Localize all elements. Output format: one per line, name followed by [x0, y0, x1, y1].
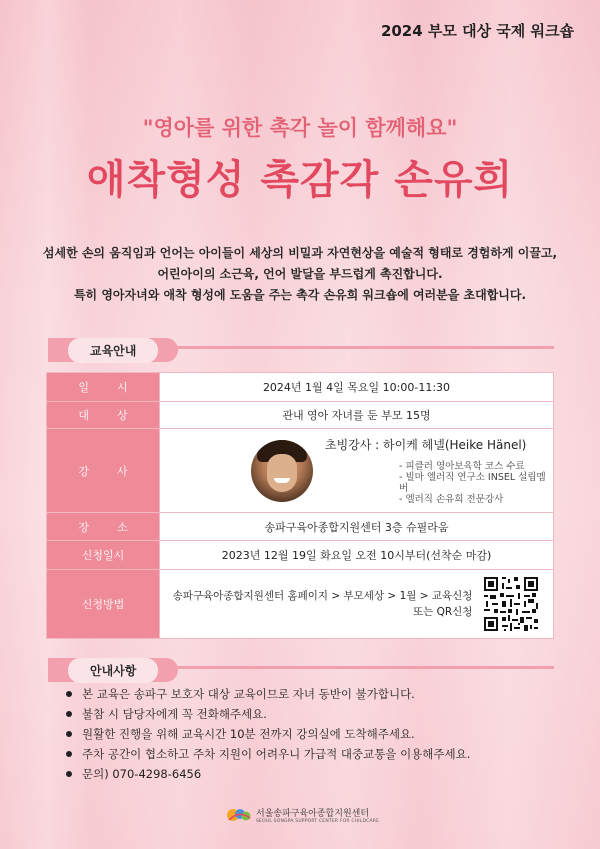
notice-section-tab: [48, 658, 178, 682]
list-item: 본 교육은 송파구 보호자 대상 교육이므로 자녀 동반이 불가합니다.: [66, 684, 470, 704]
education-info-table: [46, 372, 554, 639]
org-name: 서울송파구육아종합지원센터: [256, 809, 370, 819]
page-title: 애착형성 촉감각 손유희: [86, 157, 514, 203]
target-value: 관내 영아 자녀를 둔 부모 15명: [160, 402, 554, 429]
place-label: 장소: [78, 520, 156, 534]
lecturer-name: 초빙강사 : 하이케 헤넬(Heike Hänel): [325, 438, 527, 452]
qr-code-icon[interactable]: [482, 575, 540, 633]
event-label: 2024 부모 대상 국제 워크숍: [380, 22, 574, 40]
date-label: 일시: [78, 381, 156, 394]
period-value: 2023년 12월 19일 화요일 오전 10시부터(선착순 마감): [160, 541, 554, 570]
education-section-tab: [48, 338, 178, 362]
period-label: 신청일시: [47, 541, 160, 570]
org-logo: [226, 806, 379, 824]
lecturer-photo: [251, 440, 313, 502]
org-logo-icon: [226, 806, 252, 824]
method-label: 신청방법: [47, 570, 160, 639]
intro-line-1: 섬세한 손의 움직임과 언어는 아이들이 세상의 비밀과 자연현상을 예술적 형태로 경험하게 이끌고,: [42, 246, 558, 260]
notice-list: [66, 684, 470, 784]
org-name-en: SEOUL SONGPA SUPPORT CENTER FOR CHILDCARE: [256, 819, 380, 824]
method-line-1: 송파구육아종합지원센터 홈페이지 > 부모세상 > 1월 > 교육신청: [172, 590, 473, 602]
lecturer-credentials: [399, 461, 552, 505]
list-item: 불참 시 담당자에게 꼭 전화해주세요.: [66, 704, 470, 724]
intro-text: [20, 243, 580, 306]
list-item: 문의) 070-4298-6456: [66, 764, 470, 784]
row-target: [47, 402, 554, 429]
credential-item: - 엘러직 손유희 전문강사: [399, 494, 504, 505]
method-line-2: 또는 QR신청: [412, 606, 473, 618]
row-place: [47, 513, 554, 541]
list-item: 원활한 진행을 위해 교육시간 10분 전까지 강의실에 도착해주세요.: [66, 724, 470, 744]
row-method: [47, 570, 554, 639]
subtitle: "영아를 위한 촉각 놀이 함께해요": [142, 116, 458, 140]
target-label: 대상: [78, 409, 156, 422]
intro-line-2: 어린아이의 소근육, 언어 발달을 부드럽게 촉진합니다.: [157, 267, 443, 281]
credential-item: - 빌마 엘러직 연구소 INSEL 설립멤버: [399, 472, 546, 494]
place-value: 송파구육아종합지원센터 3층 슈필라움: [160, 513, 554, 541]
row-period: [47, 541, 554, 570]
education-section-label: 교육안내: [68, 338, 158, 363]
list-item: 주차 공간이 협소하고 주차 지원이 어려우니 가급적 대중교통을 이용해주세요.: [66, 744, 470, 764]
intro-line-3: 특히 영아자녀와 애착 형성에 도움을 주는 촉각 손유희 워크숍에 여러분을 초대합니다.: [73, 288, 527, 302]
row-lecturer: [47, 429, 554, 513]
row-date: [47, 373, 554, 402]
lecturer-label: 강사: [78, 464, 156, 478]
notice-section-label: 안내사항: [68, 658, 158, 683]
credential-item: - 피클러 영아보육학 코스 수료: [399, 461, 525, 472]
date-value: 2024년 1월 4일 목요일 10:00-11:30: [160, 373, 554, 402]
